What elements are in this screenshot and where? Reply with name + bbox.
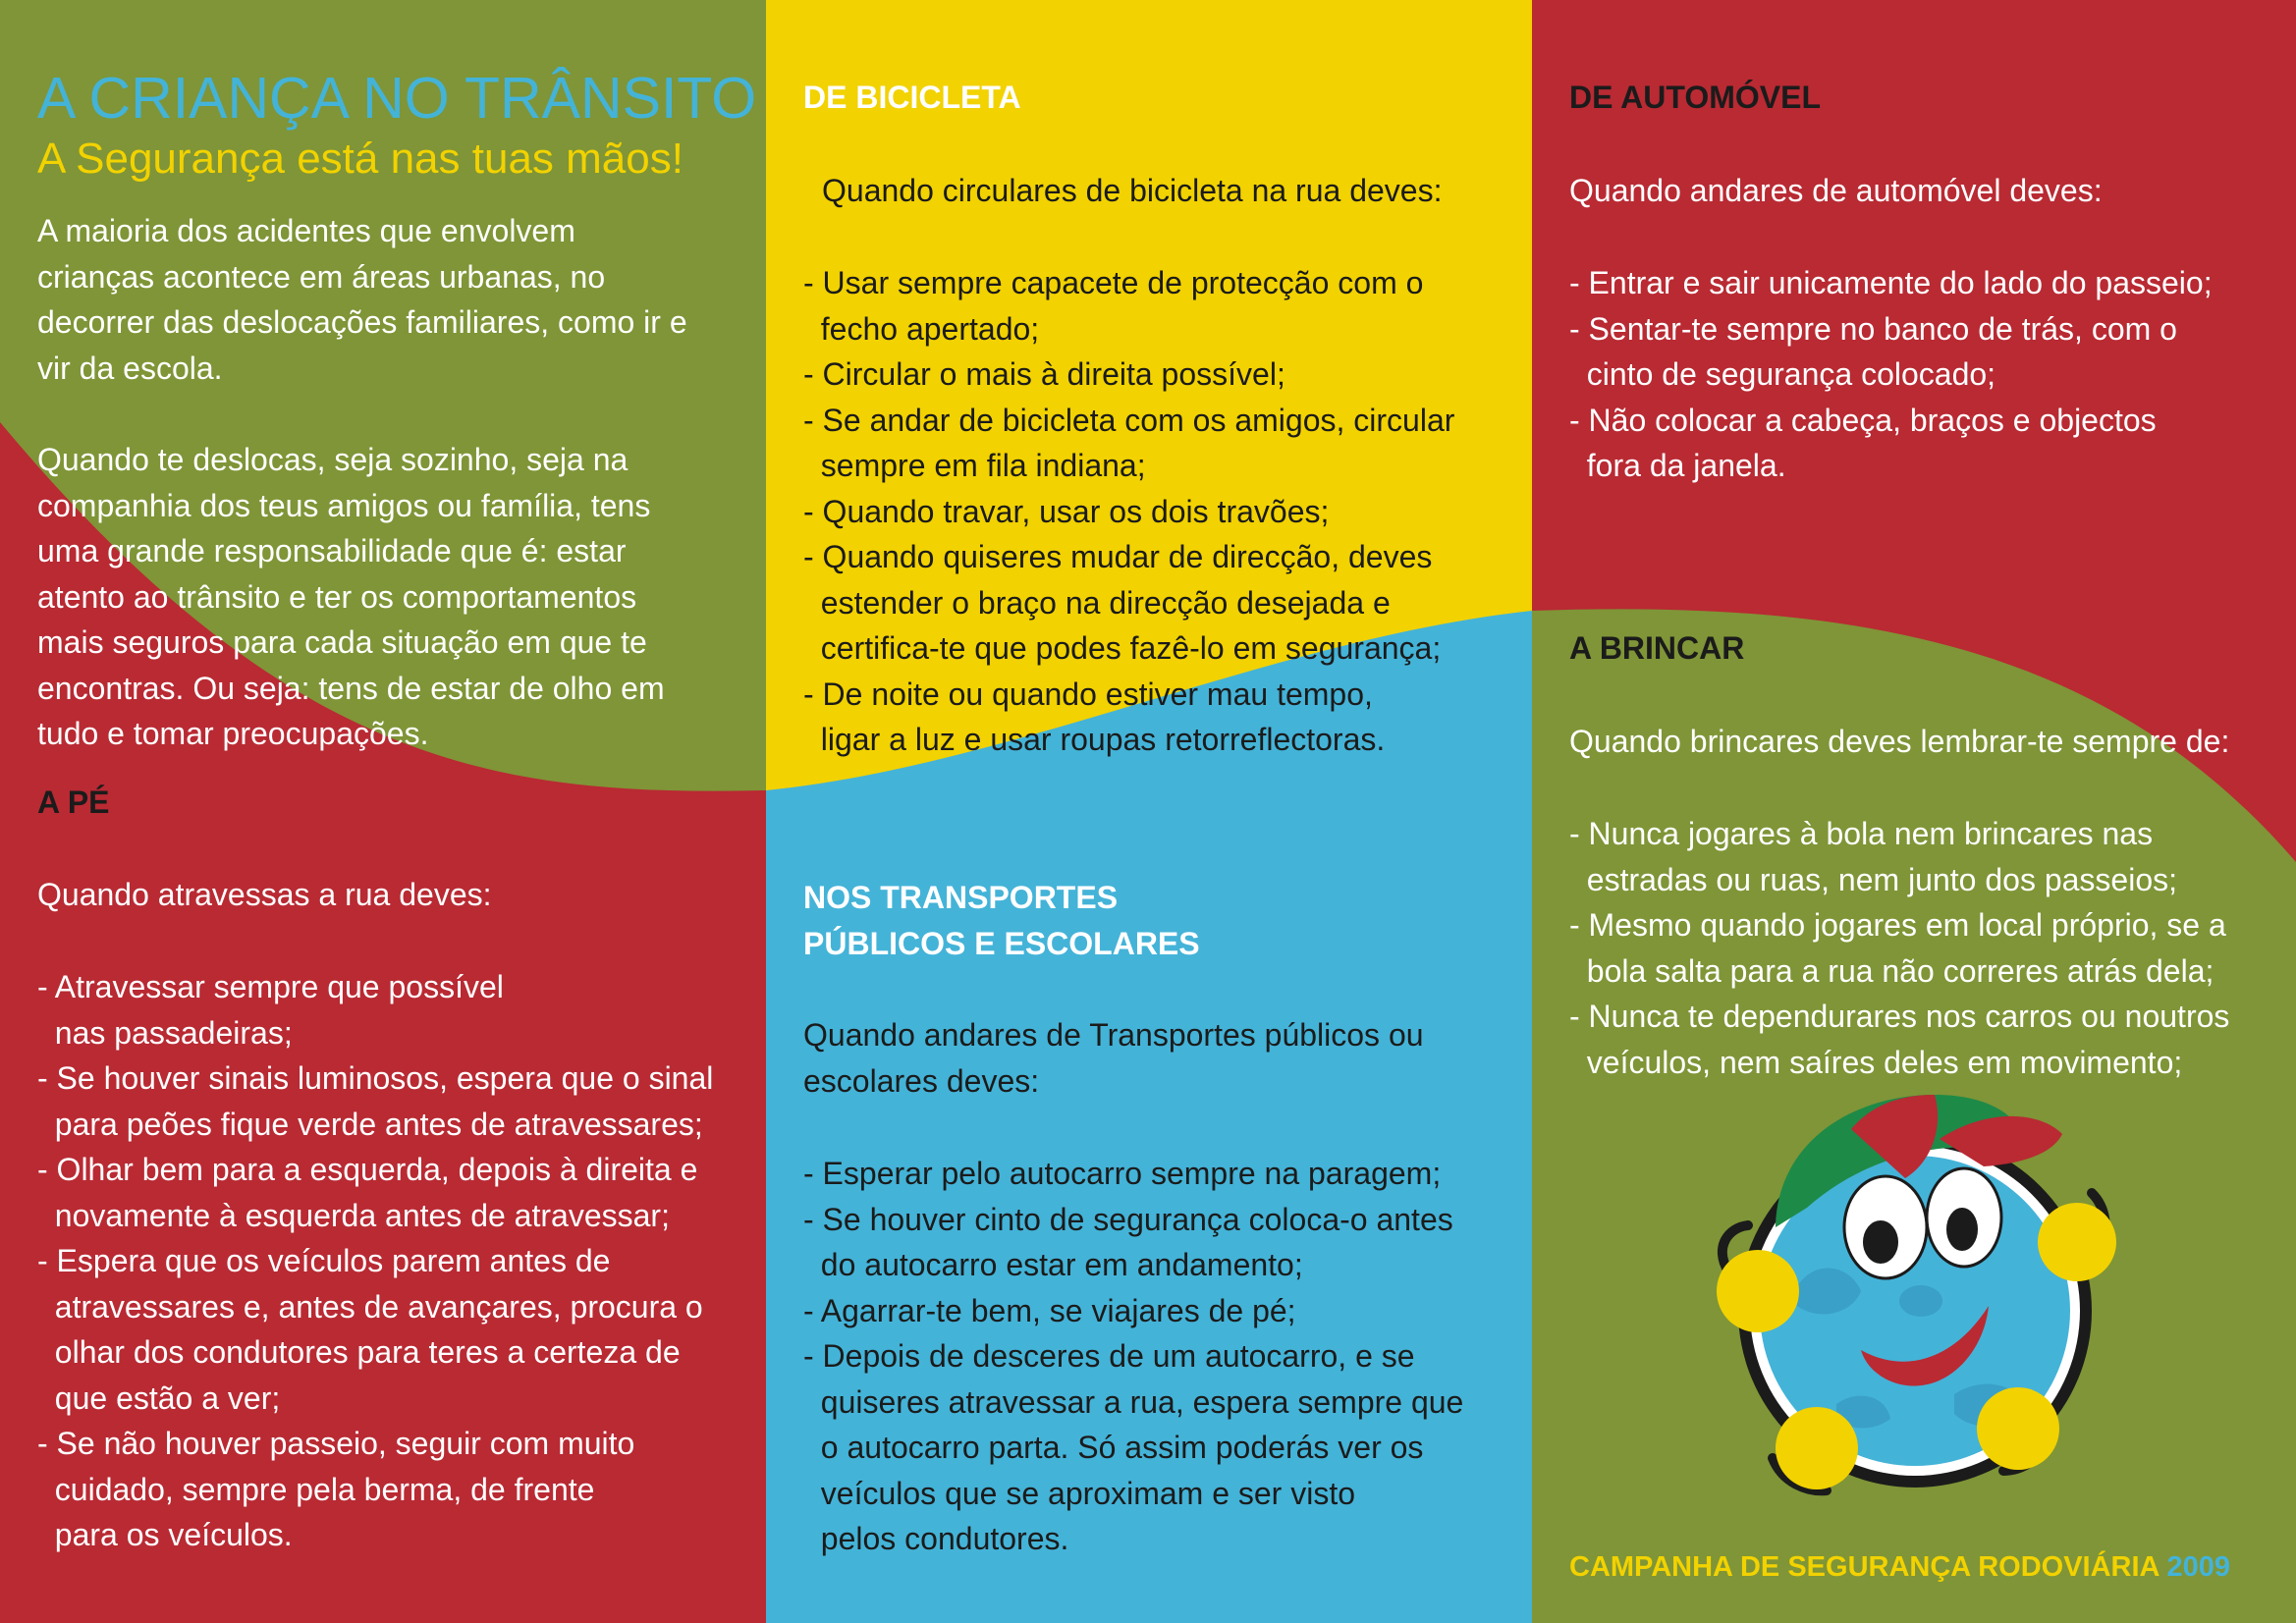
- list-item: - Depois de desceres de um autocarro, e se: [803, 1338, 1415, 1374]
- list-item: - Agarrar-te bem, se viajares de pé;: [803, 1292, 1296, 1328]
- lead-line: escolares deves:: [803, 1062, 1040, 1099]
- list-item: cinto de segurança colocado;: [1569, 356, 1996, 392]
- list-item: nas passadeiras;: [37, 1014, 293, 1051]
- campaign-footer: [1569, 1551, 2230, 1584]
- section-list-bicicleta: [803, 260, 1454, 763]
- intro-line: decorrer das deslocações familiares, como ir e: [37, 304, 687, 340]
- intro-line: tudo e tomar preocupações.: [37, 716, 429, 751]
- list-item: fecho apertado;: [803, 310, 1040, 347]
- campaign-name: CAMPANHA DE SEGURANÇA RODOVIÁRIA: [1569, 1551, 2159, 1583]
- page-title: A CRIANÇA NO TRÂNSITO: [37, 66, 757, 131]
- list-item: - Nunca jogares à bola nem brincares nas: [1569, 816, 2154, 851]
- list-item: para os veículos.: [37, 1517, 293, 1552]
- intro-line: uma grande responsabilidade que é: estar: [37, 533, 627, 568]
- campaign-year: 2009: [2166, 1551, 2230, 1583]
- list-item: - Nunca te dependurares nos carros ou noutros: [1569, 999, 2230, 1034]
- intro-line: crianças acontece em áreas urbanas, no: [37, 258, 606, 295]
- list-item: que estão a ver;: [37, 1380, 281, 1416]
- list-item: cuidado, sempre pela berma, de frente: [37, 1471, 595, 1507]
- list-item: - Mesmo quando jogares em local próprio, se a: [1569, 907, 2226, 943]
- list-item: fora da janela.: [1569, 448, 1786, 483]
- section-lead-brincar: Quando brincares deves lembrar-te sempre de:: [1569, 724, 2230, 759]
- list-item: - Espera que os veículos parem antes de: [37, 1243, 611, 1278]
- list-item: - Quando quiseres mudar de direcção, deves: [803, 539, 1433, 574]
- list-item: para peões fique verde antes de atravessares;: [37, 1106, 703, 1142]
- list-item: sempre em fila indiana;: [803, 448, 1146, 483]
- list-item: novamente à esquerda antes de atravessar;: [37, 1197, 670, 1233]
- lead-line: Quando andares de Transportes públicos ou: [803, 1017, 1424, 1053]
- list-item: - Usar sempre capacete de protecção com o: [803, 265, 1424, 300]
- intro-line: A maioria dos acidentes que envolvem: [37, 213, 575, 248]
- heading-line: PÚBLICOS E ESCOLARES: [803, 926, 1200, 961]
- section-heading-brincar: A BRINCAR: [1569, 630, 1745, 666]
- list-item: certifica-te que podes fazê-lo em segurança;: [803, 630, 1442, 666]
- list-item: - Circular o mais à direita possível;: [803, 356, 1285, 392]
- list-item: estender o braço na direcção desejada e: [803, 584, 1391, 621]
- page-subtitle: A Segurança está nas tuas mãos!: [37, 135, 683, 183]
- list-item: veículos, nem saíres deles em movimento;: [1569, 1044, 2183, 1080]
- list-item: veículos que se aproximam e ser visto: [803, 1475, 1356, 1511]
- section-list-brincar: [1569, 811, 2229, 1085]
- section-lead-bicicleta: Quando circulares de bicicleta na rua deves:: [822, 173, 1443, 208]
- list-item: estradas ou ruas, nem junto dos passeios;: [1569, 861, 2178, 897]
- list-item: do autocarro estar em andamento;: [803, 1247, 1303, 1282]
- list-item: - Esperar pelo autocarro sempre na paragem;: [803, 1156, 1442, 1191]
- intro-paragraph-2: [37, 437, 665, 757]
- section-lead-automovel: Quando andares de automóvel deves:: [1569, 173, 2103, 208]
- section-lead-transportes: [803, 1012, 1424, 1104]
- section-list-transportes: [803, 1151, 1463, 1562]
- list-item: - Se houver cinto de segurança coloca-o antes: [803, 1201, 1453, 1237]
- list-item: o autocarro parta. Só assim poderás ver os: [803, 1430, 1424, 1465]
- intro-paragraph-1: [37, 208, 687, 391]
- section-list-a-pe: [37, 964, 713, 1558]
- section-heading-automovel: DE AUTOMÓVEL: [1569, 80, 1822, 115]
- intro-line: vir da escola.: [37, 350, 223, 386]
- section-lead-a-pe: Quando atravessas a rua deves:: [37, 877, 492, 912]
- list-item: - Se não houver passeio, seguir com muito: [37, 1426, 635, 1461]
- list-item: - Se andar de bicicleta com os amigos, circular: [803, 402, 1455, 438]
- intro-line: Quando te deslocas, seja sozinho, seja na: [37, 442, 629, 477]
- list-item: bola salta para a rua não correres atrás dela;: [1569, 952, 2214, 989]
- section-heading-bicicleta: DE BICICLETA: [803, 80, 1021, 115]
- list-item: - Sentar-te sempre no banco de trás, com o: [1569, 310, 2177, 347]
- list-item: - Não colocar a cabeça, braços e objectos: [1569, 402, 2157, 438]
- intro-line: mais seguros para cada situação em que te: [37, 624, 647, 660]
- list-item: atravessares e, antes de avançares, procura o: [37, 1288, 703, 1325]
- globe-mascot-icon: [1689, 1080, 2141, 1512]
- list-item: ligar a luz e usar roupas retorreflectoras.: [803, 722, 1386, 757]
- list-item: - Atravessar sempre que possível: [37, 969, 504, 1004]
- heading-line: NOS TRANSPORTES: [803, 880, 1119, 915]
- section-heading-transportes: [803, 875, 1200, 967]
- section-list-automovel: [1569, 260, 2213, 489]
- intro-line: atento ao trânsito e ter os comportamentos: [37, 578, 637, 615]
- list-item: olhar dos condutores para teres a certeza de: [37, 1334, 681, 1370]
- list-item: - Olhar bem para a esquerda, depois à direita e: [37, 1152, 698, 1187]
- list-item: - Entrar e sair unicamente do lado do passeio;: [1569, 265, 2213, 300]
- list-item: - Quando travar, usar os dois travões;: [803, 493, 1330, 529]
- intro-line: companhia dos teus amigos ou família, tens: [37, 487, 651, 523]
- list-item: - De noite ou quando estiver mau tempo,: [803, 676, 1373, 712]
- list-item: quiseres atravessar a rua, espera sempre que: [803, 1383, 1464, 1420]
- section-heading-a-pe: A PÉ: [37, 784, 110, 820]
- list-item: pelos condutores.: [803, 1521, 1069, 1556]
- list-item: - Se houver sinais luminosos, espera que o sinal: [37, 1060, 714, 1096]
- intro-line: encontras. Ou seja: tens de estar de olho em: [37, 670, 665, 706]
